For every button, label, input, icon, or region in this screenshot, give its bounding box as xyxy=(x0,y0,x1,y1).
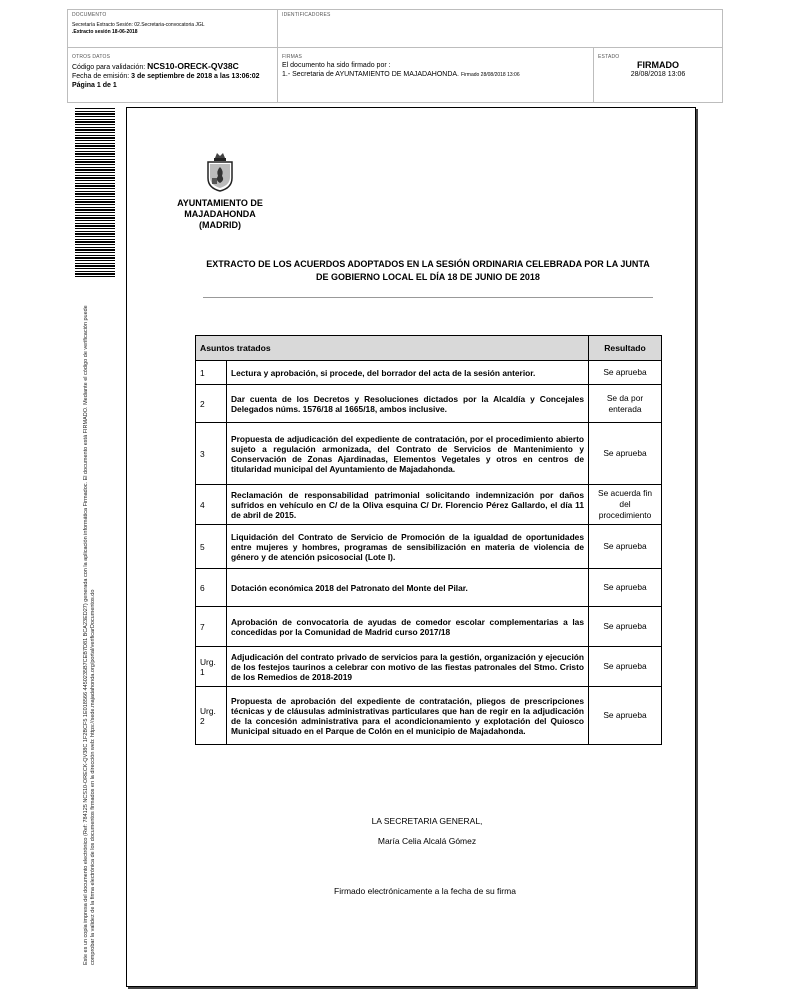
status-cell xyxy=(594,48,722,102)
row-topic: Aprobación de convocatoria de ayudas de comedor escolar complementarias a las concedidas por la Comunidad de Madrid curso 2017/18 xyxy=(227,607,589,647)
row-number: 1 xyxy=(196,361,227,385)
other-data-label: OTROS DATOS xyxy=(72,54,111,60)
coat-of-arms-icon xyxy=(205,150,235,192)
signatory-name: María Celia Alcalá Gómez xyxy=(377,836,477,846)
row-result: Se aprueba xyxy=(589,361,662,385)
identifiers-label: IDENTIFICADORES xyxy=(282,12,331,18)
signer-date: Firmado 28/08/2018 13:06 xyxy=(460,72,520,78)
header-box xyxy=(67,9,723,103)
identifiers-cell xyxy=(278,10,722,48)
electronic-signature-note: Firmado electrónicamente a la fecha de su firma xyxy=(334,886,516,896)
document-cell xyxy=(68,10,278,48)
table-header-row xyxy=(196,336,662,361)
document-title: EXTRACTO DE LOS ACUERDOS ADOPTADOS EN LA SESIÓN ORDINARIA CELEBRADA POR LA JUNTA DE GOBIERNO LOCAL EL DÍA 18 DE JUNIO DE 2018 xyxy=(206,259,650,282)
row-topic: Liquidación del Contrato de Servicio de Promoción de la igualdad de oportunidades entre mujeres y hombres, programas de sensibilización en materia de violencia de género y de atención psicosocial (Lote I). xyxy=(227,525,589,569)
barcode-icon xyxy=(75,107,115,277)
municipality-line-1: AYUNTAMIENTO DE xyxy=(177,198,263,208)
signatures-label: FIRMAS xyxy=(282,54,303,60)
row-number: 5 xyxy=(196,525,227,569)
table-row xyxy=(196,687,662,745)
title-divider xyxy=(203,297,653,298)
other-data-cell xyxy=(68,48,278,102)
status-date: 28/08/2018 13:06 xyxy=(630,71,686,78)
row-topic: Adjudicación del contrato privado de servicios para la gestión, organización y ejecución de los festejos taurinos a celebrar con motivo de las fiestas patronales del Stmo. Cristo de los Remedios de 2018-2019 xyxy=(227,647,589,687)
table-row xyxy=(196,647,662,687)
issue-date-prefix: Fecha de emisión: xyxy=(72,73,130,80)
row-result: Se aprueba xyxy=(589,687,662,745)
document-line-2: .Extracto sesión 18-06-2018 xyxy=(72,29,138,35)
signer-line xyxy=(282,70,589,80)
row-number: 6 xyxy=(196,569,227,607)
topics-header: Asuntos tratados xyxy=(196,336,589,361)
row-topic: Lectura y aprobación, si procede, del borrador del acta de la sesión anterior. xyxy=(227,361,589,385)
issue-date-line xyxy=(72,72,273,81)
table-row xyxy=(196,385,662,423)
row-result: Se aprueba xyxy=(589,569,662,607)
signer: 1.- Secretaria de AYUNTAMIENTO DE MAJADAHONDA. xyxy=(282,71,459,78)
row-result: Se aprueba xyxy=(589,647,662,687)
agreements-table xyxy=(195,335,662,745)
municipality-block xyxy=(168,198,272,231)
signatory-role: LA SECRETARIA GENERAL, xyxy=(371,816,483,826)
verification-side-note: Este es un copia impresa del documento electrónico (Ref: 784125 NCS10-ORECK-QV38C 1F2BCF5 1E018566 4450235B7CEB7D81 BCA23ED27) generada con la aplicación informática Firmadoc. El documento está FIRMADO. Mediante el código de verificación puede comprobar la validez de la firma electrónica de los documentos firmados en la dirección web: https://sede.majadahonda.org/portal/verificarDocumentos.do xyxy=(83,305,96,965)
table-row xyxy=(196,525,662,569)
municipality-line-3: (MADRID) xyxy=(199,220,241,230)
row-number: Urg. 1 xyxy=(196,647,227,687)
row-result: Se acuerda fin del procedimiento xyxy=(589,485,662,525)
issue-date: 3 de septiembre de 2018 a las 13:06:02 xyxy=(131,73,260,80)
signatures-cell xyxy=(278,48,594,102)
row-number: Urg. 2 xyxy=(196,687,227,745)
table-row xyxy=(196,485,662,525)
table-row xyxy=(196,423,662,485)
document-label: DOCUMENTO xyxy=(72,12,107,18)
row-number: 3 xyxy=(196,423,227,485)
row-topic: Reclamación de responsabilidad patrimonial solicitando indemnización por daños sufridos en vehículo en C/ de la Oliva esquina C/ Dr. Florencio Pérez Gallardo, el día 11 de abril de 2015. xyxy=(227,485,589,525)
document-line-1: Secretaría Extracto Sesión: 02.Secretaria-convocatoria JGL xyxy=(72,22,205,28)
row-result: Se da por enterada xyxy=(589,385,662,423)
table-row xyxy=(196,569,662,607)
validation-code-line xyxy=(72,62,273,72)
result-header: Resultado xyxy=(589,336,662,361)
row-number: 4 xyxy=(196,485,227,525)
status-value: FIRMADO xyxy=(637,60,679,70)
municipality-line-2: MAJADAHONDA xyxy=(184,209,256,219)
row-topic: Dotación económica 2018 del Patronato del Monte del Pilar. xyxy=(227,569,589,607)
row-result: Se aprueba xyxy=(589,607,662,647)
row-result: Se aprueba xyxy=(589,423,662,485)
row-topic: Propuesta de aprobación del expediente de contratación, pliegos de prescripciones técnicas y de cláusulas administrativas particulares que han de regir en la adjudicación de la concesión administrativa para el acondicionamiento y explotación del Quiosco Municipal situado en el Parque de Colón en el municipio de Majadahonda. xyxy=(227,687,589,745)
row-topic: Propuesta de adjudicación del expediente de contratación, por el procedimiento abierto sujeto a regulación armonizada, del Contrato de Servicios de Mantenimiento y Conservación de Zonas Ajardinadas, Elementos Vegetales y otros en centros de titularidad municipal del Ayuntamiento de Majadahonda. xyxy=(227,423,589,485)
signed-by-text: El documento ha sido firmado por : xyxy=(282,62,391,69)
table-row xyxy=(196,607,662,647)
row-number: 2 xyxy=(196,385,227,423)
page-count: Página 1 de 1 xyxy=(72,82,117,89)
table-row xyxy=(196,361,662,385)
row-result: Se aprueba xyxy=(589,525,662,569)
row-topic: Dar cuenta de los Decretos y Resoluciones dictados por la Alcaldía y Concejales Delegados núms. 1576/18 al 1665/18, ambos inclusive. xyxy=(227,385,589,423)
row-number: 7 xyxy=(196,607,227,647)
validation-code-prefix: Código para validación: xyxy=(72,64,146,71)
validation-code: NCS10-ORECK-QV38C xyxy=(147,61,239,71)
status-label: ESTADO xyxy=(598,54,620,60)
